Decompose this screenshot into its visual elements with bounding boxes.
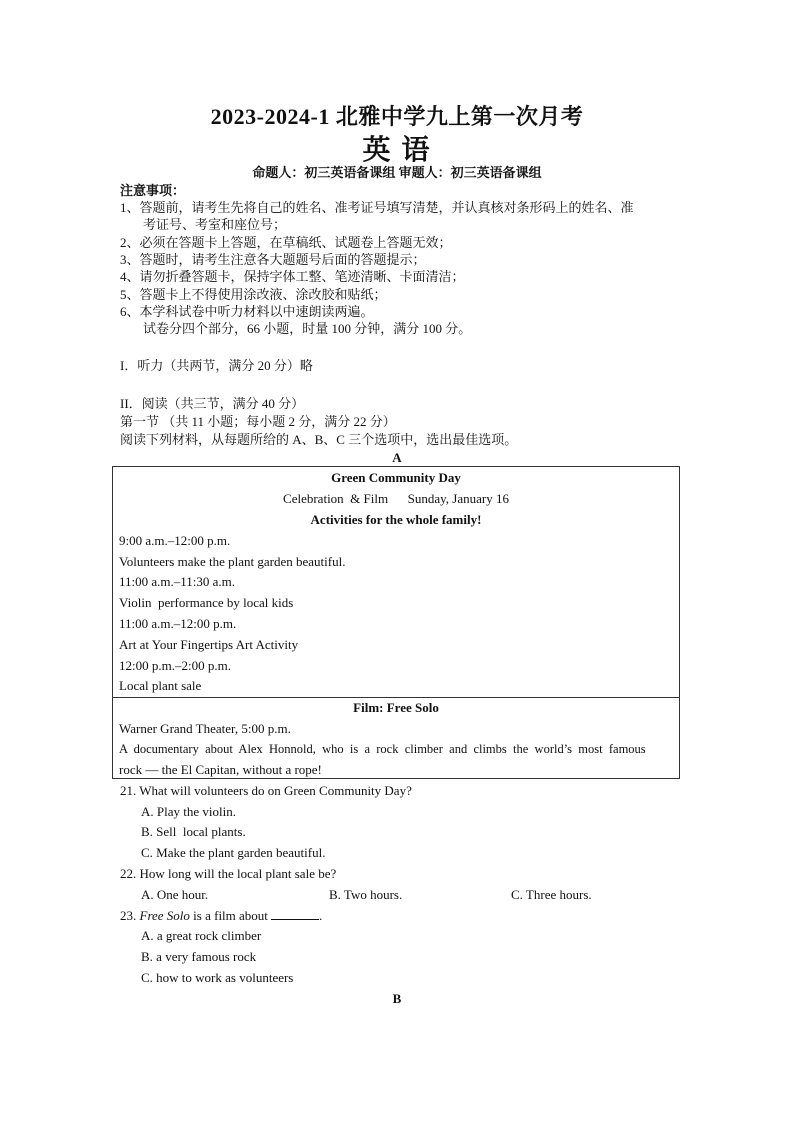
- option-a: A. Play the violin.: [141, 804, 236, 819]
- film-title: Film: Free Solo: [353, 700, 439, 715]
- schedule-line: Art at Your Fingertips Art Activity: [119, 637, 299, 652]
- option-b: B. Two hours.: [329, 887, 403, 902]
- question-21: 21. What will volunteers do on Green Community Day?: [120, 783, 412, 798]
- option-b: B. Sell local plants.: [141, 824, 246, 839]
- question-text: is a film about: [193, 908, 268, 923]
- option-c: C. how to work as volunteers: [141, 970, 294, 985]
- question-23: 23. Free Solo is a film about .: [120, 908, 323, 923]
- section-listening: I．听力（共两节，满分 20 分）略: [120, 358, 313, 373]
- note-item: 3、答题时，请考生注意各大题题号后面的答题提示；: [120, 252, 426, 267]
- schedule-line: 12:00 p.m.–2:00 p.m.: [119, 658, 231, 673]
- schedule-line: Violin performance by local kids: [119, 595, 294, 610]
- answer-blank: [271, 909, 319, 920]
- notes-heading: 注意事项：: [120, 183, 186, 198]
- event-subtitle: Celebration & Film Sunday, January 16: [283, 491, 509, 506]
- event-tagline: Activities for the whole family!: [310, 512, 482, 527]
- event-poster-box: [112, 466, 680, 779]
- film-place: Warner Grand Theater, 5:00 p.m.: [119, 721, 291, 736]
- section-reading: II．阅读（共三节，满分 40 分）: [120, 396, 305, 411]
- section-part1: 第一节 （共 11 小题；每小题 2 分，满分 22 分）: [120, 414, 396, 429]
- schedule-line: 11:00 a.m.–12:00 p.m.: [119, 616, 237, 631]
- schedule-line: 11:00 a.m.–11:30 a.m.: [119, 574, 236, 589]
- note-item: 试卷分四个部分，66 小题，时量 100 分钟，满分 100 分。: [143, 321, 472, 336]
- box-divider: [113, 697, 679, 698]
- option-a: A. One hour.: [141, 887, 209, 902]
- note-item: 5、答题卡上不得使用涂改液、涂改胶和贴纸；: [120, 287, 387, 302]
- question-22: 22. How long will the local plant sale be?: [120, 866, 337, 881]
- note-item: 2、必须在答题卡上答题，在草稿纸、试题卷上答题无效；: [120, 235, 452, 250]
- subject-title: 英 语: [362, 135, 432, 166]
- schedule-line: 9:00 a.m.–12:00 p.m.: [119, 533, 231, 548]
- authors-line: 命题人：初三英语备课组 审题人：初三英语备课组: [252, 165, 542, 180]
- schedule-line: Local plant sale: [119, 678, 202, 693]
- option-a: A. a great rock climber: [141, 928, 262, 943]
- exam-title: 2023-2024-1 北雅中学九上第一次月考: [210, 104, 584, 129]
- passage-letter-b: B: [392, 991, 402, 1006]
- note-item: 4、请勿折叠答题卡，保持字体工整、笔迹清晰、卡面清洁；: [120, 269, 465, 284]
- section-instruction: 阅读下列材料，从每题所给的 A、B、C 三个选项中，选出最佳选项。: [120, 432, 518, 447]
- option-b: B. a very famous rock: [141, 949, 257, 964]
- film-description: A documentary about Alex Honnold, who is a rock climber and climbs the world’s most famous: [119, 742, 646, 756]
- passage-letter-a: A: [392, 450, 402, 465]
- film-name: Free Solo: [139, 908, 190, 923]
- note-item: 6、本学科试卷中听力材料以中速朗读两遍。: [120, 304, 374, 319]
- option-c: C. Make the plant garden beautiful.: [141, 845, 326, 860]
- event-title: Green Community Day: [331, 470, 461, 485]
- schedule-line: Volunteers make the plant garden beautiful.: [119, 554, 346, 569]
- note-item: 考证号、考室和座位号；: [143, 217, 287, 232]
- film-description: rock — the El Capitan, without a rope!: [119, 762, 322, 777]
- question-number: 23.: [120, 908, 137, 923]
- option-c: C. Three hours.: [511, 887, 592, 902]
- note-item: 1、答题前，请考生先将自己的姓名、准考证号填写清楚，并认真核对条形码上的姓名、准: [120, 200, 634, 215]
